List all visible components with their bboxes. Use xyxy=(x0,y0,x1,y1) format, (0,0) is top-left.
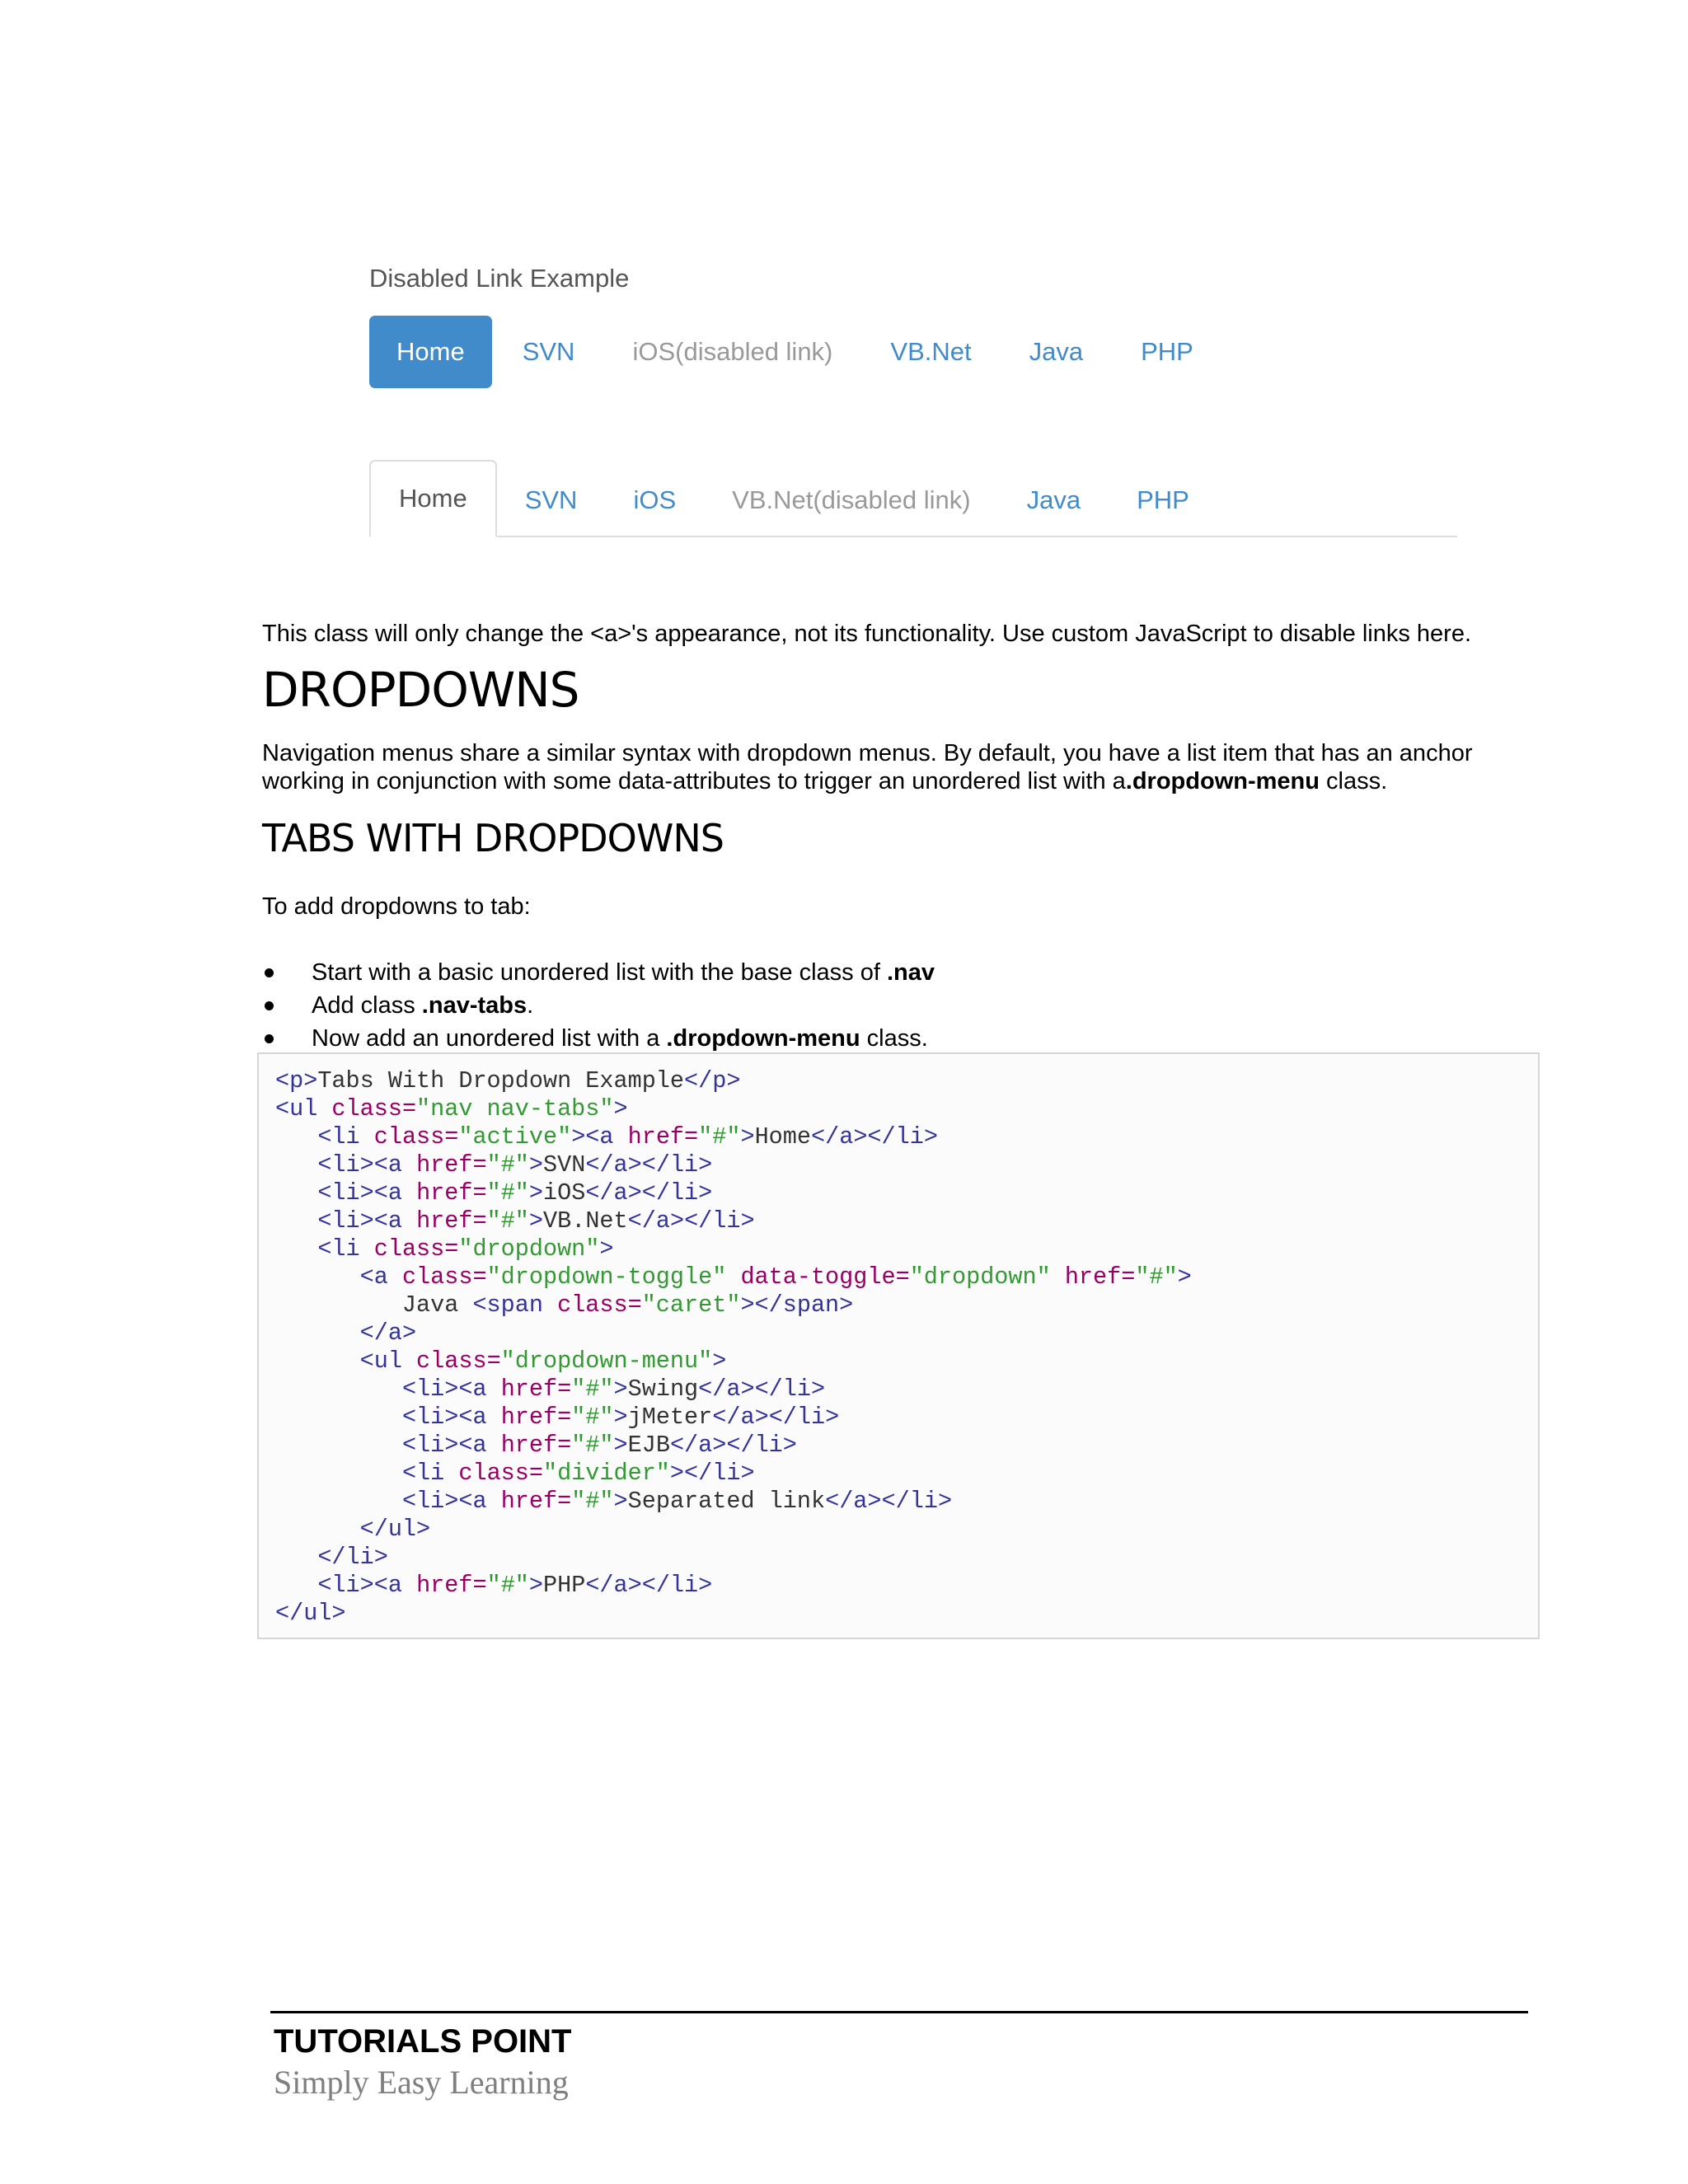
code-line: </a> xyxy=(359,1319,417,1347)
paragraph-text: Navigation menus share a similar syntax with dropdown menus. By default, you have a list item that has an anchor working in conjunction with some data-attributes to trigger an unordered list with a xyxy=(262,740,1473,794)
list-item xyxy=(262,1022,935,1055)
code-line: <ul class="nav nav-tabs"> xyxy=(275,1095,628,1122)
code-line: <li class="divider"></li> xyxy=(401,1460,755,1487)
code-line: <ul class="dropdown-menu"> xyxy=(359,1347,727,1375)
bullet-icon xyxy=(265,968,274,977)
pill-ios-disabled: iOS(disabled link) xyxy=(632,337,833,366)
nav-tabs xyxy=(369,460,1457,537)
code-line: </ul> xyxy=(359,1516,431,1543)
code-line: <a class="dropdown-toggle" data-toggle="dropdown" href="#"> xyxy=(359,1263,1192,1291)
list-item-bold: .dropdown-menu xyxy=(666,1025,860,1052)
code-line: </li> xyxy=(317,1544,388,1571)
figure-title: Disabled Link Example xyxy=(369,264,630,293)
tab-php[interactable]: PHP xyxy=(1137,485,1189,514)
list-item-text: Start with a basic unordered list with the base class of xyxy=(312,959,887,986)
paragraph-text-end: class. xyxy=(1319,768,1388,794)
pill-vbnet[interactable]: VB.Net xyxy=(890,337,972,366)
list-item-text: Now add an unordered list with a xyxy=(312,1025,667,1052)
code-lines xyxy=(275,1067,1192,1628)
heading-tabs-with-dropdowns: TABS WITH DROPDOWNS xyxy=(262,816,724,860)
code-line: <p>Tabs With Dropdown Example</p> xyxy=(275,1067,741,1094)
pill-java[interactable]: Java xyxy=(1029,337,1084,366)
code-line: <li><a href="#">Separated link</a></li> xyxy=(401,1488,953,1515)
bullet-icon xyxy=(265,1034,274,1043)
code-line: <li><a href="#">Swing</a></li> xyxy=(401,1376,826,1403)
code-line: <li><a href="#">PHP</a></li> xyxy=(317,1572,713,1599)
code-line: <li><a href="#">SVN</a></li> xyxy=(317,1151,713,1179)
code-block xyxy=(257,1052,1540,1639)
code-line: </ul> xyxy=(275,1600,346,1627)
heading-dropdowns: DROPDOWNS xyxy=(262,662,579,718)
pill-svn[interactable]: SVN xyxy=(522,337,575,366)
list-item-bold: .nav xyxy=(886,959,935,986)
code-line: <li class="active"><a href="#">Home</a></li> xyxy=(317,1123,938,1151)
tab-java[interactable]: Java xyxy=(1026,485,1081,514)
intro-paragraph: To add dropdowns to tab: xyxy=(262,893,531,920)
steps-list xyxy=(262,956,935,1055)
example-screenshot xyxy=(363,247,1467,544)
code-line: <li><a href="#">EJB</a></li> xyxy=(401,1432,797,1459)
footer-divider xyxy=(270,2011,1528,2013)
pill-php[interactable]: PHP xyxy=(1141,337,1193,366)
code-line: <li><a href="#">jMeter</a></li> xyxy=(401,1404,840,1431)
list-item-after: class. xyxy=(860,1025,928,1052)
list-item xyxy=(262,956,935,989)
note-paragraph: This class will only change the <a>'s appearance, not its functionality. Use custom JavaScript to disable links here. xyxy=(262,621,1472,647)
list-item-text: Add class xyxy=(312,992,422,1019)
tab-home[interactable]: Home xyxy=(369,460,497,537)
code-line: <li><a href="#">VB.Net</a></li> xyxy=(317,1207,755,1235)
list-item-bold: .nav-tabs xyxy=(421,992,528,1019)
nav-pills xyxy=(369,316,1224,388)
paragraph-bold: .dropdown-menu xyxy=(1125,768,1320,794)
tab-ios[interactable]: iOS xyxy=(633,485,677,514)
bullet-icon xyxy=(265,1001,274,1010)
list-item xyxy=(262,989,935,1022)
code-line: <li class="dropdown"> xyxy=(317,1235,614,1263)
pill-home[interactable]: Home xyxy=(369,316,492,388)
footer-title: TUTORIALS POINT xyxy=(274,2023,572,2060)
list-item-after: . xyxy=(527,992,534,1019)
dropdowns-paragraph xyxy=(262,739,1531,795)
tab-svn[interactable]: SVN xyxy=(524,485,578,514)
code-line: <li><a href="#">iOS</a></li> xyxy=(317,1179,713,1207)
footer-subtitle: Simply Easy Learning xyxy=(274,2064,569,2101)
tab-vbnet-disabled: VB.Net(disabled link) xyxy=(732,485,971,514)
code-line: Java <span class="caret"></span> xyxy=(275,1291,854,1319)
